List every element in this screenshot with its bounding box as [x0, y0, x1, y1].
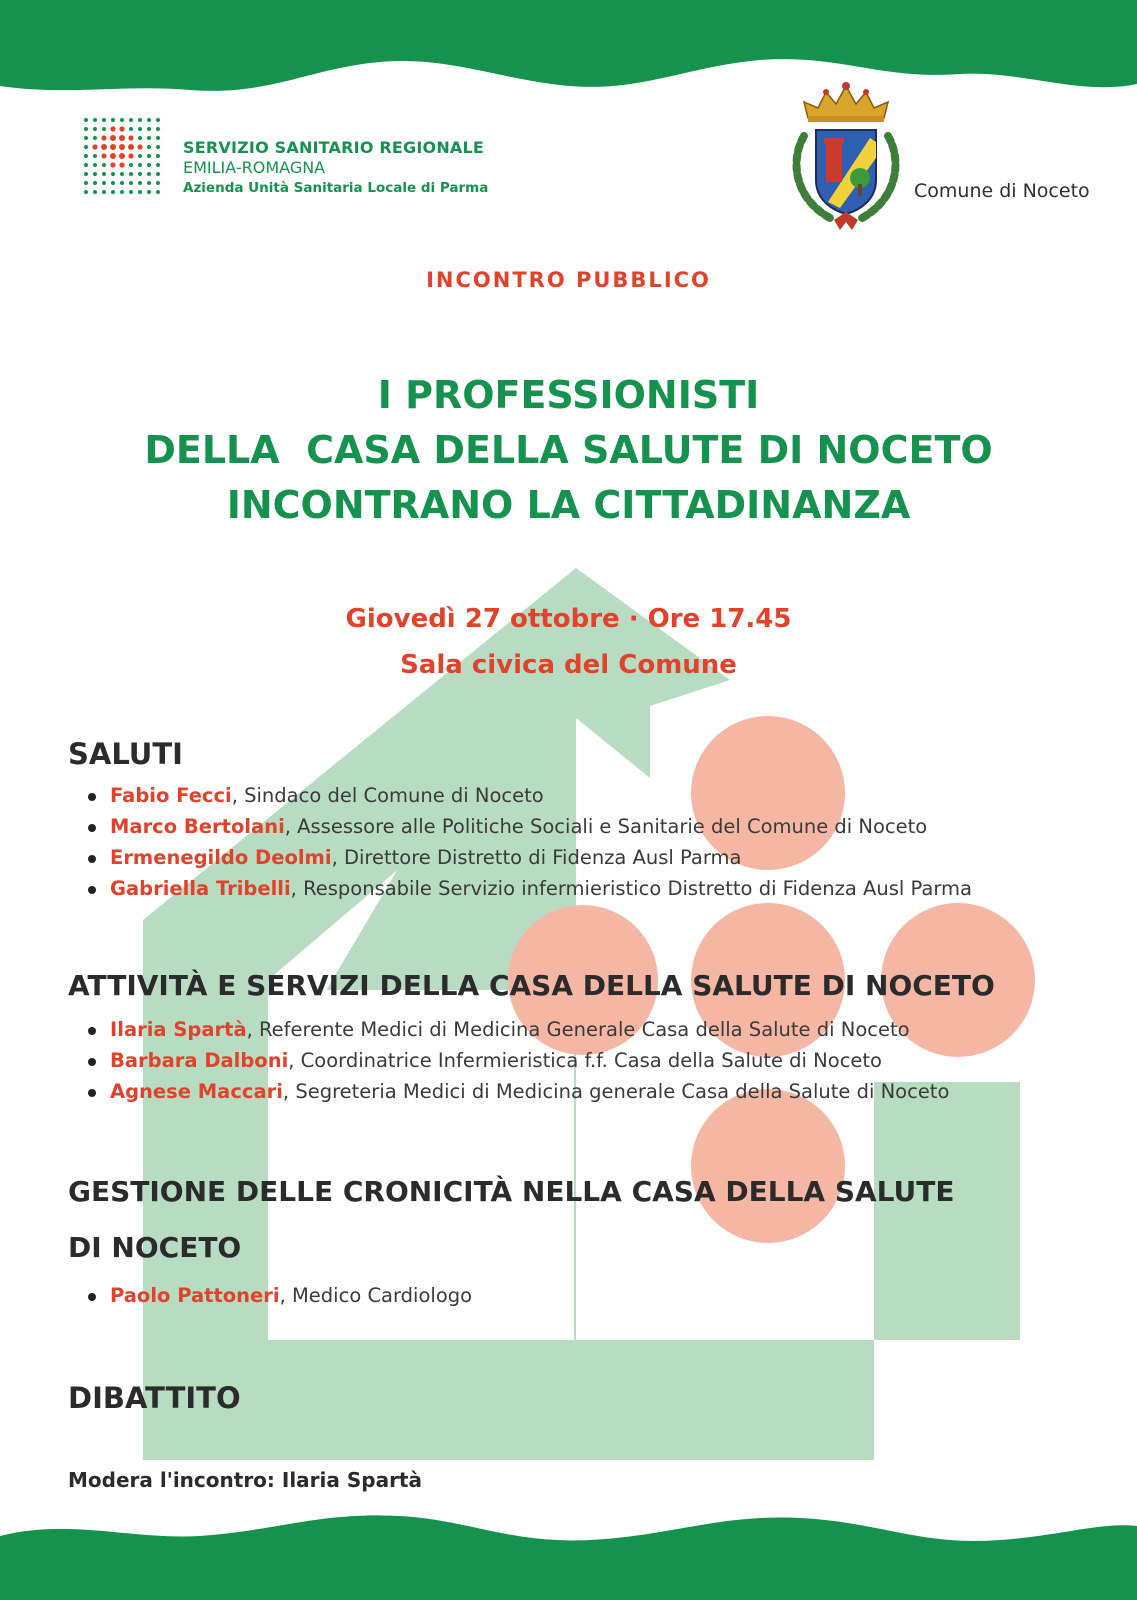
comune-crest-icon: [790, 80, 902, 236]
section-heading-gestione-line-1: GESTIONE DELLE CRONICITÀ NELLA CASA DELLA SALUTE: [68, 1175, 955, 1208]
speakers-list-attivita: [110, 1014, 949, 1107]
speaker-name: Fabio Fecci: [110, 784, 232, 807]
speaker-name: Ermenegildo Deolmi: [110, 846, 332, 869]
speakers-list-gestione: [110, 1280, 472, 1311]
event-place: Sala civica del Comune: [400, 650, 737, 680]
speaker-role: , Direttore Distretto di Fidenza Ausl Parma: [331, 846, 742, 869]
event-title: [0, 368, 1137, 533]
moderator-line: Modera l'incontro: Ilaria Spartà: [68, 1468, 422, 1492]
ssr-line-3: Azienda Unità Sanitaria Locale di Parma: [183, 180, 489, 196]
title-line-3: INCONTRANO LA CITTADINANZA: [226, 483, 911, 527]
speaker-role: , Sindaco del Comune di Noceto: [231, 784, 544, 807]
speaker-role: , Assessore alle Politiche Sociali e Sanitarie del Comune di Noceto: [284, 815, 928, 838]
speaker-name: Paolo Pattoneri: [110, 1284, 280, 1307]
bottom-wave-decoration: [0, 1510, 1137, 1600]
speaker-role: , Medico Cardiologo: [279, 1284, 473, 1307]
ssr-logo-icon: [82, 116, 166, 200]
ssr-line-2: EMILIA-ROMAGNA: [183, 158, 326, 177]
list-item: [110, 842, 972, 873]
event-kicker: INCONTRO PUBBLICO: [426, 268, 711, 292]
section-heading-dibattito: DIBATTITO: [68, 1381, 241, 1415]
speaker-name: Ilaria Spartà: [110, 1018, 247, 1041]
speaker-role: , Responsabile Servizio infermieristico Distretto di Fidenza Ausl Parma: [290, 877, 972, 900]
ssr-logo-text: [183, 138, 488, 198]
section-heading-gestione-line-2: DI NOCETO: [68, 1231, 242, 1264]
speaker-role: , Segreteria Medici di Medicina generale Casa della Salute di Noceto: [282, 1080, 950, 1103]
list-item: [110, 1076, 949, 1107]
list-item: [110, 811, 972, 842]
speaker-name: Marco Bertolani: [110, 815, 285, 838]
title-line-1: I PROFESSIONISTI: [377, 373, 760, 417]
comune-name: Comune di Noceto: [914, 180, 1090, 202]
list-item: [110, 780, 972, 811]
speaker-name: Barbara Dalboni: [110, 1049, 289, 1072]
list-item: [110, 1045, 949, 1076]
list-item: [110, 1280, 472, 1311]
speaker-role: , Referente Medici di Medicina Generale Casa della Salute di Noceto: [246, 1018, 910, 1041]
speaker-name: Agnese Maccari: [110, 1080, 283, 1103]
speaker-role: , Coordinatrice Infermieristica f.f. Casa della Salute di Noceto: [288, 1049, 882, 1072]
section-heading-saluti: SALUTI: [68, 737, 183, 771]
section-heading-gestione: [68, 1164, 954, 1276]
list-item: [110, 873, 972, 904]
section-heading-attivita: ATTIVITÀ E SERVIZI DELLA CASA DELLA SALUTE DI NOCETO: [68, 969, 995, 1002]
list-item: [110, 1014, 949, 1045]
title-line-2: DELLA CASA DELLA SALUTE DI NOCETO: [144, 428, 993, 472]
event-date: Giovedì 27 ottobre · Ore 17.45: [345, 604, 792, 634]
speaker-name: Gabriella Tribelli: [110, 877, 291, 900]
ssr-line-1: SERVIZIO SANITARIO REGIONALE: [183, 138, 485, 157]
event-when: [0, 596, 1137, 688]
speakers-list-saluti: [110, 780, 972, 904]
